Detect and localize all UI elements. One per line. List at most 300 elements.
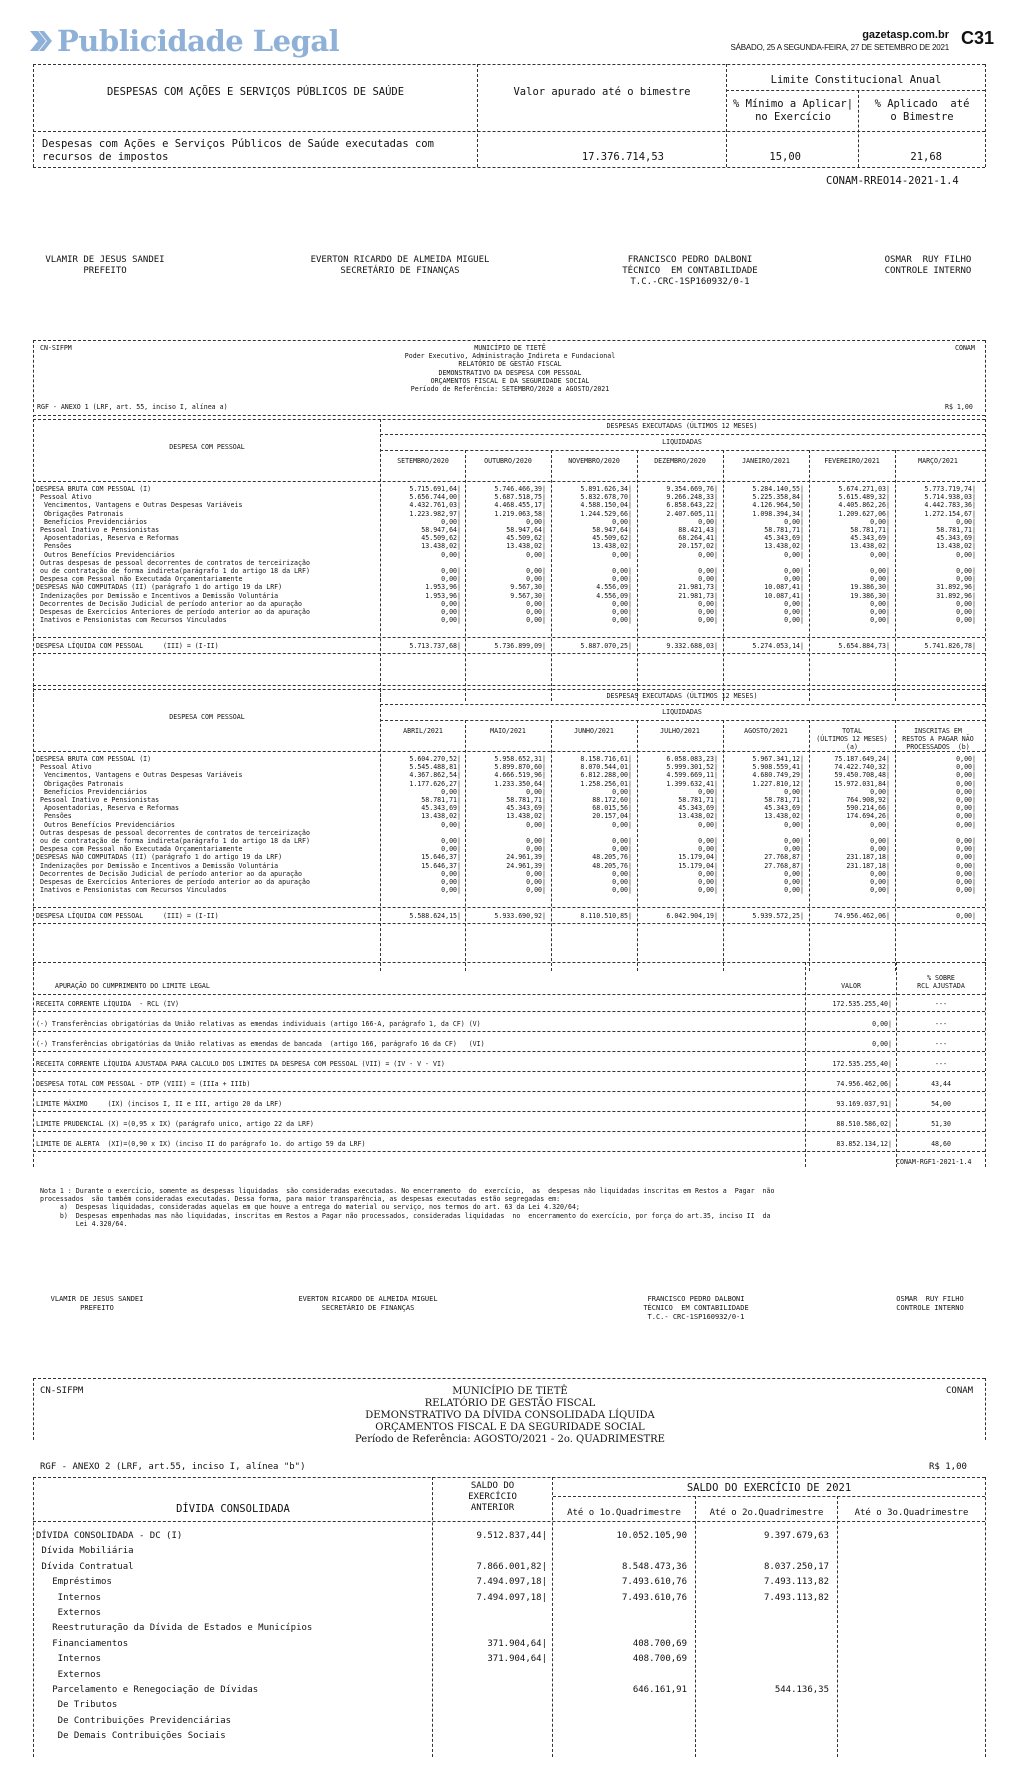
- row-value: 1.209.627,06|: [838, 509, 890, 518]
- h-rule: [33, 751, 985, 752]
- row-value: 5.656.744,00|: [409, 493, 461, 502]
- chevron-double-icon: [30, 31, 54, 51]
- row-value: 10.087,41|: [764, 583, 804, 592]
- rgf2-conam: CONAM: [946, 1386, 974, 1396]
- h-rule: [33, 1091, 985, 1092]
- row-label: Obrigações Patronais: [36, 509, 124, 518]
- limit-row-value: 83.852.134,12|: [836, 1140, 892, 1148]
- v-rule: [432, 1477, 433, 1757]
- row-value: 5.773.719,74|: [924, 485, 976, 493]
- row-value: 2.407.605,11|: [666, 509, 718, 518]
- row-value: 0,00|: [441, 845, 461, 854]
- row-value: 0,00|: [870, 550, 890, 559]
- net-total-label: DESPESA LÍQUIDA COM PESSOAL (III) = (I-II): [36, 642, 219, 650]
- debt-row-label: DÍVIDA CONSOLIDADA - DC (I): [36, 1531, 183, 1541]
- row-value: 0,00|: [526, 608, 546, 616]
- row-value: 0,00|: [526, 886, 546, 895]
- row-value: 0,00|: [784, 837, 804, 845]
- debt-row-label: Internos: [36, 1654, 102, 1665]
- row-value: 0,00|: [698, 616, 718, 625]
- net-total-value: 0,00|: [956, 912, 976, 920]
- h-rule: [33, 1521, 985, 1522]
- signature-controle: OSMAR RUY FILHO CONTROLE INTERNO: [884, 255, 972, 276]
- net-total-value: 74.956.462,06|: [834, 912, 890, 920]
- month-header: JUNHO/2021: [574, 727, 614, 735]
- month-header: OUTUBRO/2020: [484, 457, 532, 465]
- row-value: 5.615.489,32|: [838, 493, 890, 502]
- row-label: DESPESAS NÃO COMPUTADAS (II) (parágrafo 1 do artigo 19 da LRF): [36, 583, 283, 592]
- row-value: 0,00|: [956, 755, 976, 763]
- executed-header: DESPESAS EXECUTADAS (ÚLTIMOS 12 MESES): [606, 422, 758, 430]
- row-value: 0,00|: [956, 820, 976, 829]
- h-rule: [33, 1131, 985, 1132]
- row-value: 88.421,43|: [678, 526, 718, 534]
- row-value: 0,00|: [526, 567, 546, 575]
- q2-header: Até o 2o.Quadrimestre: [709, 1508, 824, 1518]
- h-rule: [33, 1011, 985, 1012]
- row-value: 27.768,87|: [764, 861, 804, 870]
- row-value: 0,00|: [698, 820, 718, 829]
- v-rule: [33, 689, 34, 971]
- row-value: 58.781,71|: [764, 526, 804, 534]
- h-rule: [33, 637, 985, 638]
- net-total-value: 5.274.053,14|: [752, 642, 804, 650]
- debt-row-prior: 7.866.001,82|: [476, 1561, 547, 1572]
- health-row-label: Despesas com Ações e Serviços Públicos de Saúde executadas com recursos de impostos: [42, 138, 434, 163]
- v-rule: [33, 962, 34, 1167]
- v-rule: [33, 415, 34, 417]
- h-rule: [33, 1071, 985, 1072]
- limit-row-value: 0,00|: [872, 1040, 892, 1048]
- debt-row-q1: 408.700,69: [632, 1654, 687, 1665]
- row-value: 19.386,30|: [850, 583, 890, 592]
- limit-row-value: 74.956.462,06|: [836, 1080, 892, 1088]
- row-value: 0,00|: [612, 575, 632, 584]
- debt-row-label: De Tributos: [36, 1700, 118, 1711]
- row-value: 1.953,96|: [425, 583, 461, 592]
- row-value: 15.646,37|: [421, 853, 461, 862]
- row-value: 0,00|: [441, 567, 461, 575]
- row-value: 0,00|: [526, 599, 546, 608]
- row-value: 45.343,69|: [421, 804, 461, 813]
- row-value: 590.214,66|: [846, 804, 890, 813]
- row-value: 58.781,71|: [506, 796, 546, 804]
- v-rule: [380, 419, 381, 701]
- row-value: 0,00|: [698, 878, 718, 886]
- limit-row-value: 172.535.255,40|: [832, 1060, 892, 1068]
- row-value: 0,00|: [526, 616, 546, 625]
- row-value: 0,00|: [956, 796, 976, 804]
- row-value: 0,00|: [441, 886, 461, 895]
- row-value: 0,00|: [612, 599, 632, 608]
- row-value: 0,00|: [784, 550, 804, 559]
- prior-balance-header: SALDO DO EXERCÍCIO ANTERIOR: [468, 1481, 517, 1513]
- debt-row-label: Financiamentos: [36, 1638, 129, 1649]
- month-header: INSCRITAS EM RESTOS A PAGAR NÃO PROCESSADOS (b): [902, 727, 974, 752]
- row-value: 0,00|: [870, 845, 890, 854]
- h-rule: [33, 481, 985, 482]
- row-value: 0,00|: [784, 616, 804, 625]
- month-header: MARÇO/2021: [918, 457, 958, 465]
- rgf1-title: MUNICÍPIO DE TIETÊ Poder Executivo, Administração Indireta e Fundacional RELATÓRIO DE GESTÃO FISCAL DEMONSTRATIVO DA DESPESA COM PESSOAL ORÇAMENTOS FISCAL E DA SEGURIDADE SOCIAL Período de Referência: SETEMBRO/2020 a AGOSTO/2021: [404, 344, 616, 394]
- row-label: Indenizações por Demissão e Incentivos a Demissão Voluntária: [36, 861, 279, 870]
- row-value: 58.781,71|: [850, 526, 890, 534]
- row-value: 5.891.626,34|: [580, 485, 632, 493]
- net-total-value: 6.042.904,19|: [666, 912, 718, 920]
- row-value: 59.450.708,48|: [834, 771, 890, 780]
- net-total-value: 5.713.737,68|: [409, 642, 461, 650]
- row-value: 10.087,41|: [764, 591, 804, 600]
- debt-row-label: Dívida Mobiliária: [36, 1546, 134, 1557]
- health-row-min: 15,00: [769, 151, 801, 163]
- row-value: 0,00|: [698, 550, 718, 559]
- row-value: 0,00|: [698, 869, 718, 878]
- row-value: 13.438,02|: [678, 812, 718, 821]
- row-label: Benefícios Previdenciários: [36, 517, 148, 526]
- row-value: 0,00|: [612, 550, 632, 559]
- row-value: 45.343,69|: [850, 534, 890, 543]
- rgf1-note: Nota 1 : Durante o exercício, somente as despesas liquidadas são consideradas executadas. No encerramento do exercício, as despesas não liquidadas inscritas em Restos a Pagar não processados são também consideradas executadas. Dessa forma, para maior transparência, as despesas executadas estão segregadas em: a) Despesas liquidadas, consideradas aquelas em que houve a entrega do material ou serviço, nos termos do art. 63 da Lei 4.320/64; b) Despesas empenhadas mas não liquidadas, inscritas em Restos a Pagar não processados, consideradas liquidadas no encerramento do exercício, por força do art.35, inciso II da Lei 4.320/64.: [40, 1187, 775, 1228]
- row-label: Inativos e Pensionistas com Recursos Vinculados: [36, 616, 227, 625]
- row-value: 0,00|: [870, 886, 890, 895]
- month-header: MAIO/2021: [490, 727, 526, 735]
- row-value: 0,00|: [956, 575, 976, 584]
- row-value: 0,00|: [956, 878, 976, 886]
- row-value: 0,00|: [441, 517, 461, 526]
- month-header: JULHO/2021: [660, 727, 700, 735]
- row-value: 0,00|: [956, 550, 976, 559]
- v-rule: [552, 1477, 553, 1757]
- limit-row-pct: 48,60: [931, 1140, 951, 1148]
- row-value: 13.438,02|: [850, 542, 890, 551]
- row-value: 48.205,76|: [592, 853, 632, 862]
- signature-secretario: EVERTON RICARDO DE ALMEIDA MIGUEL SECRETÁRIO DE FINANÇAS: [310, 255, 490, 276]
- row-value: 0,00|: [698, 886, 718, 895]
- signature-prefeito: VLAMIR DE JESUS SANDEI PREFEITO: [45, 255, 165, 276]
- v-rule: [985, 415, 986, 417]
- row-value: 5.545.488,81|: [409, 763, 461, 772]
- row-value: 0,00|: [956, 804, 976, 813]
- row-value: 15.179,04|: [678, 853, 718, 862]
- net-total-value: 8.110.510,85|: [580, 912, 632, 920]
- row-label: Despesa com Pessoal não Executada Orçamentariamente: [36, 575, 243, 584]
- limit-row-pct: 51,30: [931, 1120, 951, 1128]
- row-value: 5.715.691,64|: [409, 485, 461, 493]
- signature-tecnico-2: FRANCISCO PEDRO DALBONI TÉCNICO EM CONTABILIDADE T.C.- CRC-1SP160932/0-1: [643, 1295, 749, 1322]
- h-rule: [33, 962, 985, 963]
- limit-row-pct: ---: [935, 1040, 947, 1048]
- debt-row-q1: 10.052.105,90: [616, 1531, 687, 1541]
- row-value: 9.567,30|: [510, 591, 546, 600]
- row-value: 5.999.301,52|: [666, 763, 718, 772]
- row-value: 0,00|: [784, 869, 804, 878]
- site-url: gazetasp.com.br: [862, 29, 949, 41]
- row-value: 58.947,64|: [421, 526, 461, 534]
- row-value: 13.438,02|: [764, 812, 804, 821]
- limit-row-value: 0,00|: [872, 1020, 892, 1028]
- rgf2-title: MUNICÍPIO DE TIETÊ RELATÓRIO DE GESTÃO FISCAL DEMONSTRATIVO DA DÍVIDA CONSOLIDADA LÍQUIDA ORÇAMENTOS FISCAL E DA SEGURIDADE SOCIAL Período de Referência: AGOSTO/2021 - 2o. QUADRIMESTRE: [355, 1386, 665, 1445]
- row-value: 21.981,73|: [678, 591, 718, 600]
- row-value: 68.264,41|: [678, 534, 718, 543]
- v-rule: [985, 1477, 986, 1757]
- debt-row-q1: 7.493.610,76: [621, 1592, 687, 1603]
- limit-row-label: RECEITA CORRENTE LÍQUIDA AJUSTADA PARA CALCULO DOS LIMITES DA DESPESA COM PESSOAL (VII) = (IV - V - VI): [36, 1060, 445, 1068]
- row-value: 45.343,69|: [678, 804, 718, 813]
- row-value: 0,00|: [698, 845, 718, 854]
- debt-row-label: Reestruturação da Dívida de Estados e Municípios: [36, 1623, 313, 1634]
- row-value: 0,00|: [612, 837, 632, 845]
- month-header: FEVEREIRO/2021: [824, 457, 880, 465]
- debt-row-q1: 408.700,69: [632, 1638, 687, 1649]
- row-value: 8.070.544,01|: [580, 763, 632, 772]
- h-rule: [33, 1477, 985, 1478]
- row-value: 5.604.270,52|: [409, 755, 461, 763]
- row-label: Indenizações por Demissão e Incentivos a Demissão Voluntária: [36, 591, 279, 600]
- edition-date: SÁBADO, 25 A SEGUNDA-FEIRA, 27 DE SETEMBRO DE 2021: [730, 43, 949, 52]
- row-value: 9.567,30|: [510, 583, 546, 592]
- row-value: 0,00|: [784, 878, 804, 886]
- row-value: 0,00|: [698, 837, 718, 845]
- row-label: Outros Benefícios Previdenciários: [36, 820, 175, 829]
- net-total-value: 5.736.899,09|: [494, 642, 546, 650]
- row-value: 0,00|: [956, 812, 976, 821]
- row-value: 0,00|: [441, 787, 461, 796]
- row-value: 0,00|: [784, 608, 804, 616]
- row-value: 4.468.455,17|: [494, 501, 546, 510]
- row-value: 1.219.063,58|: [494, 509, 546, 518]
- v-rule: [33, 1477, 34, 1757]
- limit-row-label: RECEITA CORRENTE LÍQUIDA - RCL (IV): [36, 1000, 179, 1008]
- health-limit-header: Limite Constitucional Anual: [770, 74, 942, 86]
- debt-row-q1: 8.548.473,36: [621, 1561, 687, 1572]
- row-value: 13.438,02|: [592, 542, 632, 551]
- row-value: 13.438,02|: [936, 542, 976, 551]
- row-value: 45.343,69|: [764, 534, 804, 543]
- row-value: 0,00|: [698, 575, 718, 584]
- debt-header: DÍVIDA CONSOLIDADA: [176, 1503, 290, 1515]
- row-value: 0,00|: [612, 886, 632, 895]
- debt-row-q1: 646.161,91: [632, 1685, 687, 1695]
- row-value: 45.343,69|: [506, 804, 546, 813]
- health-min-header: % Mínimo a Aplicar| no Exercício: [732, 98, 854, 123]
- row-value: 1.233.350,64|: [494, 779, 546, 788]
- row-value: 0,00|: [956, 517, 976, 526]
- row-label: Pessoal Ativo: [36, 493, 92, 502]
- row-value: 0,00|: [784, 517, 804, 526]
- q1-header: Até o 1o.Quadrimestre: [567, 1508, 681, 1518]
- row-value: 0,00|: [784, 886, 804, 895]
- row-label: Obrigações Patronais: [36, 779, 124, 788]
- limit-pct-header: % SOBRE RCL AJUSTADA: [917, 974, 965, 991]
- month-header: DEZEMBRO/2020: [654, 457, 706, 465]
- row-value: 48.205,76|: [592, 861, 632, 870]
- row-label: Inativos e Pensionistas com Recursos Vinculados: [36, 886, 227, 895]
- row-value: 0,00|: [612, 787, 632, 796]
- h-rule: [33, 994, 985, 995]
- v-rule: [985, 419, 986, 701]
- rgf2-moeda: R$ 1,00: [929, 1462, 967, 1472]
- row-value: 0,00|: [956, 608, 976, 616]
- limit-row-pct: ---: [935, 1020, 947, 1028]
- row-value: 5.746.466,39|: [494, 485, 546, 493]
- report-code: CONAM-RREO14-2021-1.4: [826, 175, 959, 187]
- row-label: Pessoal Inativo e Pensionistas: [36, 796, 160, 804]
- rgf1-anexo: RGF - ANEXO 1 (LRF, art. 55, inciso I, alínea a): [37, 403, 228, 411]
- row-value: 0,00|: [441, 837, 461, 845]
- debt-row-label: Parcelamento e Renegociação de Dívidas: [36, 1685, 259, 1695]
- row-value: 5.284.140,55|: [752, 485, 804, 493]
- row-value: 5.832.678,70|: [580, 493, 632, 502]
- row-value: 4.432.761,03|: [409, 501, 461, 510]
- v-rule: [985, 689, 986, 971]
- row-value: 231.187,18|: [846, 861, 890, 870]
- rgf1-code: CONAM-RGF1-2021-1.4: [896, 1158, 972, 1166]
- signature-prefeito-2: VLAMIR DE JESUS SANDEI PREFEITO: [50, 1295, 144, 1313]
- debt-row-label: Externos: [36, 1669, 102, 1680]
- h-rule: [33, 907, 985, 908]
- row-value: 0,00|: [956, 837, 976, 845]
- row-value: 0,00|: [870, 608, 890, 616]
- h-rule: [380, 704, 985, 705]
- row-label: Outras despesas de pessoal decorrentes de contratos de terceirização ou de contratação de forma indireta(parágrafo 1 do artigo 18 da LRF): [39, 558, 310, 575]
- row-value: 0,00|: [441, 869, 461, 878]
- row-value: 0,00|: [612, 820, 632, 829]
- row-value: 0,00|: [870, 820, 890, 829]
- row-value: 58.781,71|: [678, 796, 718, 804]
- row-value: 0,00|: [870, 567, 890, 575]
- row-value: 31.892,96|: [936, 591, 976, 600]
- net-total-value: 9.332.688,03|: [666, 642, 718, 650]
- row-label: Pensões: [36, 812, 72, 821]
- row-value: 0,00|: [870, 616, 890, 625]
- rgf1-moeda: R$ 1,00: [945, 403, 973, 411]
- rgf2-anexo: RGF - ANEXO 2 (LRF, art.55, inciso I, alínea "b"): [40, 1462, 306, 1472]
- debt-row-label: Externos: [36, 1608, 102, 1618]
- row-value: 0,00|: [526, 550, 546, 559]
- brand-title: Publicidade Legal: [57, 24, 340, 58]
- net-total-value: 5.939.572,25|: [752, 912, 804, 920]
- row-value: 15.179,04|: [678, 861, 718, 870]
- row-value: 0,00|: [612, 869, 632, 878]
- row-value: 0,00|: [526, 837, 546, 845]
- row-value: 58.781,71|: [421, 796, 461, 804]
- signature-controle-2: OSMAR RUY FILHO CONTROLE INTERNO: [896, 1295, 964, 1313]
- q3-header: Até o 3o.Quadrimestre: [854, 1508, 969, 1518]
- row-value: 0,00|: [441, 575, 461, 584]
- v-rule: [33, 419, 34, 701]
- row-value: 4.442.783,36|: [924, 501, 976, 510]
- month-header: SETEMBRO/2020: [397, 457, 449, 465]
- row-value: 0,00|: [612, 878, 632, 886]
- health-applied-header: % Aplicado até o Bimestre: [874, 98, 970, 123]
- row-value: 0,00|: [956, 779, 976, 788]
- row-value: 1.244.529,66|: [580, 509, 632, 518]
- h-rule: [33, 653, 985, 654]
- limit-row-pct: ---: [935, 1000, 947, 1008]
- row-value: 0,00|: [956, 567, 976, 575]
- row-label: Vencimentos, Vantagens e Outras Despesas Variáveis: [36, 771, 243, 780]
- h-rule: [553, 1496, 985, 1497]
- limit-row-pct: ---: [935, 1060, 947, 1068]
- row-value: 0,00|: [698, 608, 718, 616]
- page-number: C31: [961, 28, 995, 48]
- liquidated-header: LIQUIDADAS: [662, 438, 702, 446]
- row-label: Outras despesas de pessoal decorrentes de contratos de terceirização ou de contratação de forma indireta(parágrafo 1 do artigo 18 da LRF): [39, 828, 310, 845]
- row-value: 5.908.559,41|: [752, 763, 804, 772]
- row-value: 0,00|: [698, 599, 718, 608]
- row-label: Decorrentes de Decisão Judicial de período anterior ao da apuração: [36, 599, 302, 608]
- health-value-header: Valor apurado até o bimestre: [513, 86, 691, 98]
- liquidated-header: LIQUIDADAS: [662, 708, 702, 716]
- debt-row-prior: 371.904,64|: [487, 1638, 547, 1649]
- row-value: 0,00|: [956, 616, 976, 625]
- month-header: AGOSTO/2021: [744, 727, 788, 735]
- month-header: ABRIL/2021: [403, 727, 443, 735]
- debt-row-prior: 7.494.097,18|: [476, 1577, 547, 1588]
- row-value: 4.126.964,50|: [752, 501, 804, 510]
- debt-row-q2: 7.493.113,82: [763, 1592, 829, 1603]
- net-total-label: DESPESA LÍQUIDA COM PESSOAL (III) = (I-II): [36, 912, 219, 920]
- h-rule: [33, 1111, 985, 1112]
- executed-header: DESPESAS EXECUTADAS (ÚLTIMOS 12 MESES): [606, 692, 758, 700]
- row-value: 0,00|: [526, 820, 546, 829]
- row-label: Outros Benefícios Previdenciários: [36, 550, 175, 559]
- row-value: 19.386,30|: [850, 591, 890, 600]
- row-value: 8.158.716,61|: [580, 755, 632, 763]
- h-rule: [380, 434, 985, 435]
- row-value: 15.972.031,84|: [834, 779, 890, 788]
- row-value: 4.556,09|: [596, 583, 632, 592]
- row-label: Despesas de Exercícios Anteriores de período anterior ao da apuração: [36, 608, 310, 616]
- h-rule: [33, 689, 985, 690]
- row-value: 31.892,96|: [936, 583, 976, 592]
- row-value: 6.812.288,00|: [580, 771, 632, 780]
- limit-row-label: (-) Transferências obrigatórias da União relativas as emendas de bancada (artigo 166, parágrafo 16 da CF) (VI): [36, 1040, 485, 1048]
- row-value: 24.961,39|: [506, 861, 546, 870]
- row-value: 0,00|: [698, 517, 718, 526]
- row-value: 0,00|: [526, 787, 546, 796]
- v-rule: [380, 689, 381, 971]
- row-value: 5.899.870,60|: [494, 763, 546, 772]
- debt-row-label: De Demais Contribuições Sociais: [36, 1731, 226, 1742]
- h-rule: [33, 1151, 985, 1152]
- row-label: Aposentadorias, Reserva e Reformas: [36, 804, 179, 813]
- row-value: 24.961,39|: [506, 853, 546, 862]
- limit-row-pct: 54,00: [931, 1100, 951, 1108]
- row-label: DESPESA BRUTA COM PESSOAL (I): [36, 485, 152, 493]
- row-label: Pessoal Inativo e Pensionistas: [36, 526, 160, 534]
- row-value: 0,00|: [612, 608, 632, 616]
- limit-row-label: LIMITE PRUDENCIAL (X) =(0,95 x IX) (parágrafo unico, artigo 22 da LRF): [36, 1120, 314, 1128]
- row-value: 9.354.669,76|: [666, 485, 718, 493]
- row-value: 58.781,71|: [764, 796, 804, 804]
- net-total-value: 5.933.690,92|: [494, 912, 546, 920]
- row-value: 5.225.358,84|: [752, 493, 804, 502]
- row-value: 6.858.643,22|: [666, 501, 718, 510]
- row-value: 74.422.740,32|: [834, 763, 890, 772]
- row-value: 13.438,02|: [421, 542, 461, 551]
- row-value: 1.098.394,34|: [752, 509, 804, 518]
- row-value: 0,00|: [870, 599, 890, 608]
- row-value: 75.187.649,24|: [834, 755, 890, 763]
- row-value: 58.781,71|: [936, 526, 976, 534]
- h-rule: [33, 923, 985, 924]
- row-value: 1.258.256,01|: [580, 779, 632, 788]
- row-value: 4.680.749,29|: [752, 771, 804, 780]
- row-value: 0,00|: [784, 820, 804, 829]
- row-value: 13.438,02|: [421, 812, 461, 821]
- row-value: 4.599.669,11|: [666, 771, 718, 780]
